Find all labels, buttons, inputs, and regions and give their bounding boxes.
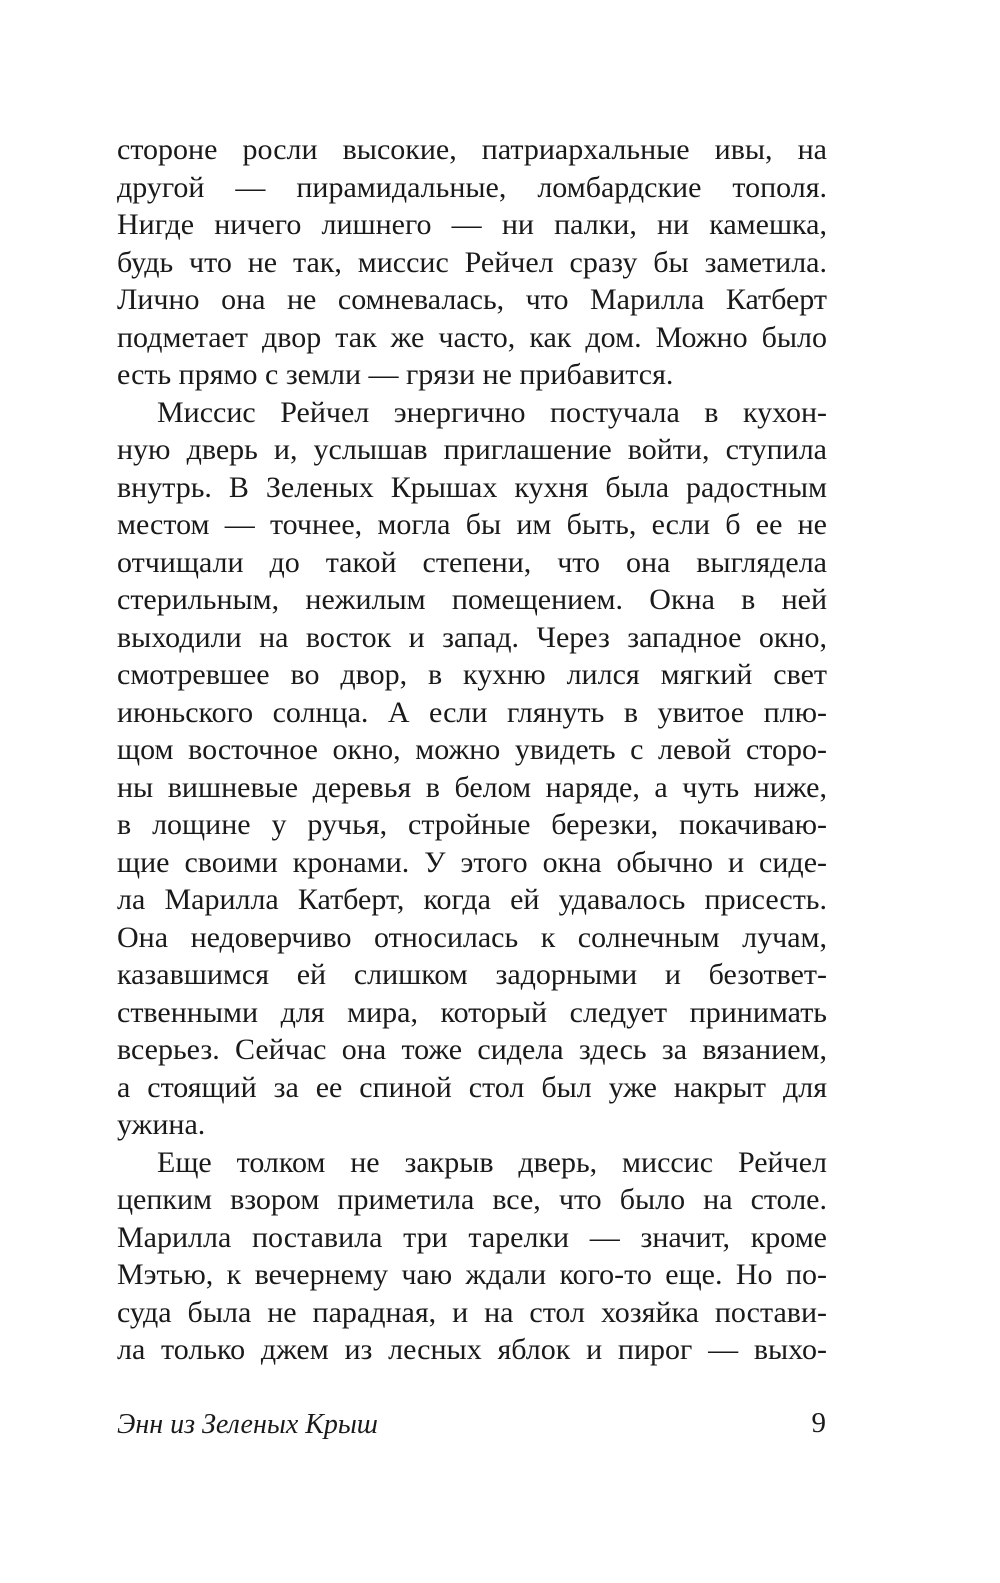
text-line: стерильным, нежилым помещением. Окна в ней <box>117 583 827 616</box>
text-line: Мэтью, к вечернему чаю ждали кого-то еще. Но по- <box>117 1258 827 1291</box>
body-text <box>117 131 827 1369</box>
text-line: щом восточное окно, можно увидеть с левой сторо- <box>117 733 827 766</box>
text-line: Она недоверчиво относилась к солнечным лучам, <box>117 920 827 954</box>
text-line: суда была не парадная, и на стол хозяйка постави- <box>117 1295 827 1329</box>
text-line: ны вишневые деревья в белом наряде, а чуть ниже, <box>117 770 827 804</box>
text-line: Марилла поставила три тарелки — значит, кроме <box>117 1220 827 1254</box>
text-line: смотревшее во двор, в кухню лился мягкий свет <box>117 658 827 691</box>
text-line: выходили на восток и запад. Через западное окно, <box>117 620 827 654</box>
text-line: цепким взором приметила все, что было на столе. <box>117 1183 827 1216</box>
paragraph-start-line: Еще толком не закрыв дверь, миссис Рейчел <box>157 1145 827 1179</box>
text-line: ла только джем из лесных яблок и пирог — выхо- <box>117 1333 827 1366</box>
text-line: ла Марилла Катберт, когда ей удавалось присесть. <box>117 883 827 916</box>
text-line: ную дверь и, услышав приглашение войти, ступила <box>117 433 827 466</box>
page-number: 9 <box>811 1407 826 1439</box>
paragraph-end-line: ужина. <box>117 1108 206 1141</box>
text-line: в лощине у ручья, стройные березки, покачиваю- <box>117 808 827 841</box>
text-line: всерьез. Сейчас она тоже сидела здесь за вязанием, <box>117 1033 827 1066</box>
text-line: ственными для мира, который следует принимать <box>117 995 827 1029</box>
text-line: отчищали до такой степени, что она выглядела <box>117 545 827 579</box>
text-line: стороне росли высокие, патриархальные ивы, на <box>117 133 827 166</box>
text-line: казавшимся ей слишком задорными и безответ- <box>117 958 827 991</box>
text-line: а стоящий за ее спиной стол был уже накрыт для <box>117 1070 827 1104</box>
text-line: Нигде ничего лишнего — ни палки, ни камешка, <box>117 208 827 241</box>
text-line: подметает двор так же часто, как дом. Можно было <box>117 320 827 354</box>
paragraph-start-line: Миссис Рейчел энергично постучала в кухон- <box>157 395 827 429</box>
text-line: будь что не так, миссис Рейчел сразу бы заметила. <box>117 245 827 279</box>
text-line: внутрь. В Зеленых Крышах кухня была радостным <box>117 470 827 504</box>
text-line: щие своими кронами. У этого окна обычно и сиде- <box>117 845 827 879</box>
text-line: другой — пирамидальные, ломбардские тополя. <box>117 170 827 204</box>
text-line: июньского солнца. А если глянуть в увитое плю- <box>117 695 827 729</box>
running-footer-title: Энн из Зеленых Крыш <box>117 1409 378 1440</box>
paragraph-end-line: есть прямо с земли — грязи не прибавится. <box>117 358 674 391</box>
text-line: местом — точнее, могла бы им быть, если б ее не <box>117 508 827 541</box>
text-line: Лично она не сомневалась, что Марилла Катберт <box>117 283 827 316</box>
